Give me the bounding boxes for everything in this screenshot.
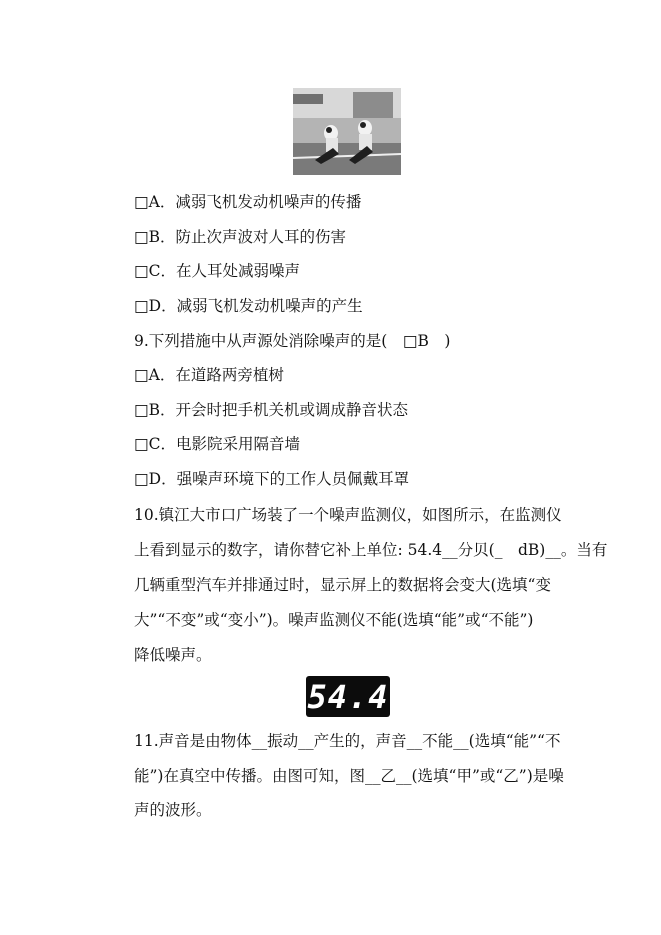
q11-line-2: 能”)在真空中传播。由图可知，图__乙__(选填“甲”或“乙”)是噪 xyxy=(134,767,564,785)
q10-line-2: 上看到显示的数字，请你替它补上单位: 54.4__分贝(_ dB)__。当有 xyxy=(134,541,608,559)
q9-option-b: □B．开会时把手机关机或调成静音状态 xyxy=(134,401,409,419)
q11-line-1: 11.声音是由物体__振动__产生的，声音__不能__(选填“能”“不 xyxy=(134,732,561,750)
q10-line-4: 大”“不变”或“变小”)。噪声监测仪不能(选填“能”或“不能”) xyxy=(134,611,534,629)
q10-line-1: 10.镇江大市口广场装了一个噪声监测仪，如图所示，在监测仪 xyxy=(134,506,562,524)
noise-monitor-display xyxy=(306,676,390,717)
q10-line-5: 降低噪声。 xyxy=(134,646,212,664)
q11-line-3: 声的波形。 xyxy=(134,801,212,819)
q10-line-3: 几辆重型汽车并排通过时，显示屏上的数据将会变大(选填“变 xyxy=(134,576,551,594)
noise-monitor-reading: 54.4 xyxy=(307,678,389,716)
q9-option-c: □C．电影院采用隔音墙 xyxy=(134,435,301,453)
q9-option-a: □A．在道路两旁植树 xyxy=(134,366,284,384)
q8-option-a: □A．减弱飞机发动机噪声的传播 xyxy=(134,193,362,211)
q9-stem: 9.下列措施中从声源处消除噪声的是( □B ) xyxy=(134,332,451,350)
deck-crew-photo-drawing xyxy=(293,88,401,175)
deck-crew-photo xyxy=(293,88,401,175)
q8-option-b: □B．防止次声波对人耳的伤害 xyxy=(134,228,347,246)
q8-option-c: □C．在人耳处减弱噪声 xyxy=(134,262,301,280)
q9-option-d: □D．强噪声环境下的工作人员佩戴耳罩 xyxy=(134,470,410,488)
q8-option-d: □D．减弱飞机发动机噪声的产生 xyxy=(134,297,363,315)
